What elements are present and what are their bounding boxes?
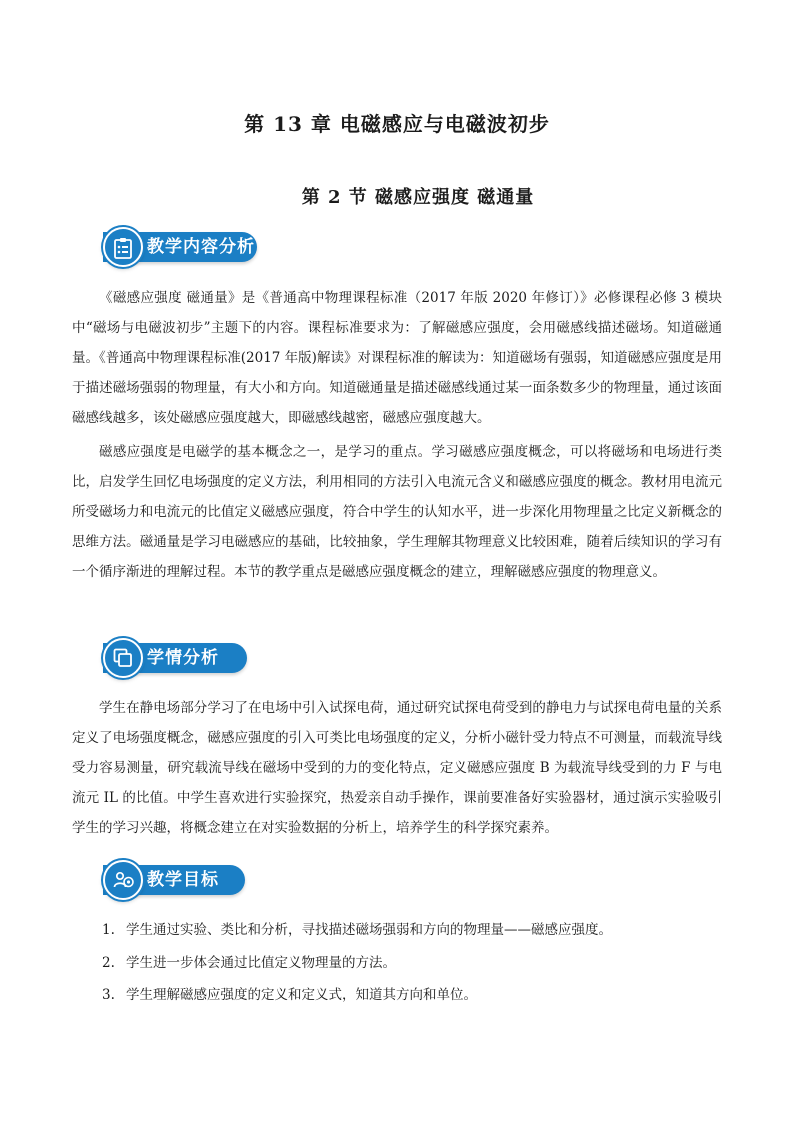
people-target-icon: [103, 860, 143, 900]
paragraph-content-2: 磁感应强度是电磁学的基本概念之一，是学习的重点。学习磁感应强度概念，可以将磁场和电场进行类比，启发学生回忆电场强度的定义方法，利用相同的方法引入电流元含义和磁感应强度的概念。教材用电流元所受磁场力和电流元的比值定义磁感应强度，符合中学生的认知水平，进一步深化用物理量之比定义新概念的思维方法。磁通量是学习电磁感应的基础，比较抽象，学生理解其物理意义比较困难，随着后续知识的学习有一个循序渐进的理解过程。本节的教学重点是磁感应强度概念的建立，理解磁感应强度的物理意义。: [72, 444, 722, 580]
chapter-title: 第 13 章 电磁感应与电磁波初步: [244, 112, 550, 136]
heading-content-analysis: [103, 227, 263, 267]
goal-text: 学生进一步体会通过比值定义物理量的方法。: [126, 955, 396, 971]
heading-student-analysis: [103, 638, 253, 678]
goal-item: [102, 980, 477, 1010]
goal-number: 2.: [102, 955, 115, 971]
goal-text: 学生理解磁感应强度的定义和定义式，知道其方向和单位。: [126, 987, 477, 1003]
goal-item: [102, 948, 396, 978]
section-title: 第 2 节 磁感应强度 磁通量: [301, 187, 535, 208]
clipboard-list-icon: [103, 227, 143, 267]
heading-teaching-goals: [103, 860, 253, 900]
paragraph-student-1: 学生在静电场部分学习了在电场中引入试探电荷，通过研究试探电荷受到的静电力与试探电荷电量的关系定义了电场强度概念，磁感应强度的引入可类比电场强度的定义，分析小磁针受力特点不可测量，而载流导线受力容易测量，研究载流导线在磁场中受到的力的变化特点，定义磁感应强度 B 为载流导线受到的力 F 与电流元 IL 的比值。中学生喜欢进行实验探究，热爱亲自动手操作，课前要准备好实验器材，通过演示实验吸引学生的学习兴趣，将概念建立在对实验数据的分析上，培养学生的科学探究素养。: [72, 700, 722, 836]
heading-label: 学情分析: [147, 648, 219, 668]
paragraph-content-1: 《磁感应强度 磁通量》是《普通高中物理课程标准（2017 年版 2020 年修订）》必修课程必修 3 模块中“磁场与电磁波初步”主题下的内容。课程标准要求为：了解磁感应强度，会用磁感线描述磁场。知道磁通量。《普通高中物理课程标准(2017 年版)解读》对课程标准的解读为：知道磁场有强弱，知道磁感应强度是用于描述磁场强弱的物理量，有大小和方向。知道磁通量是描述磁感线通过某一面条数多少的物理量，通过该面磁感线越多，该处磁感应强度越大，即磁感线越密，磁感应强度越大。: [72, 290, 722, 426]
goal-number: 1.: [102, 922, 115, 938]
heading-label: 教学内容分析: [147, 237, 255, 257]
stacked-pages-icon: [103, 638, 143, 678]
goal-item: [102, 915, 612, 945]
heading-label: 教学目标: [147, 870, 219, 890]
goal-number: 3.: [102, 987, 115, 1003]
goal-text: 学生通过实验、类比和分析，寻找描述磁场强弱和方向的物理量——磁感应强度。: [126, 922, 612, 938]
